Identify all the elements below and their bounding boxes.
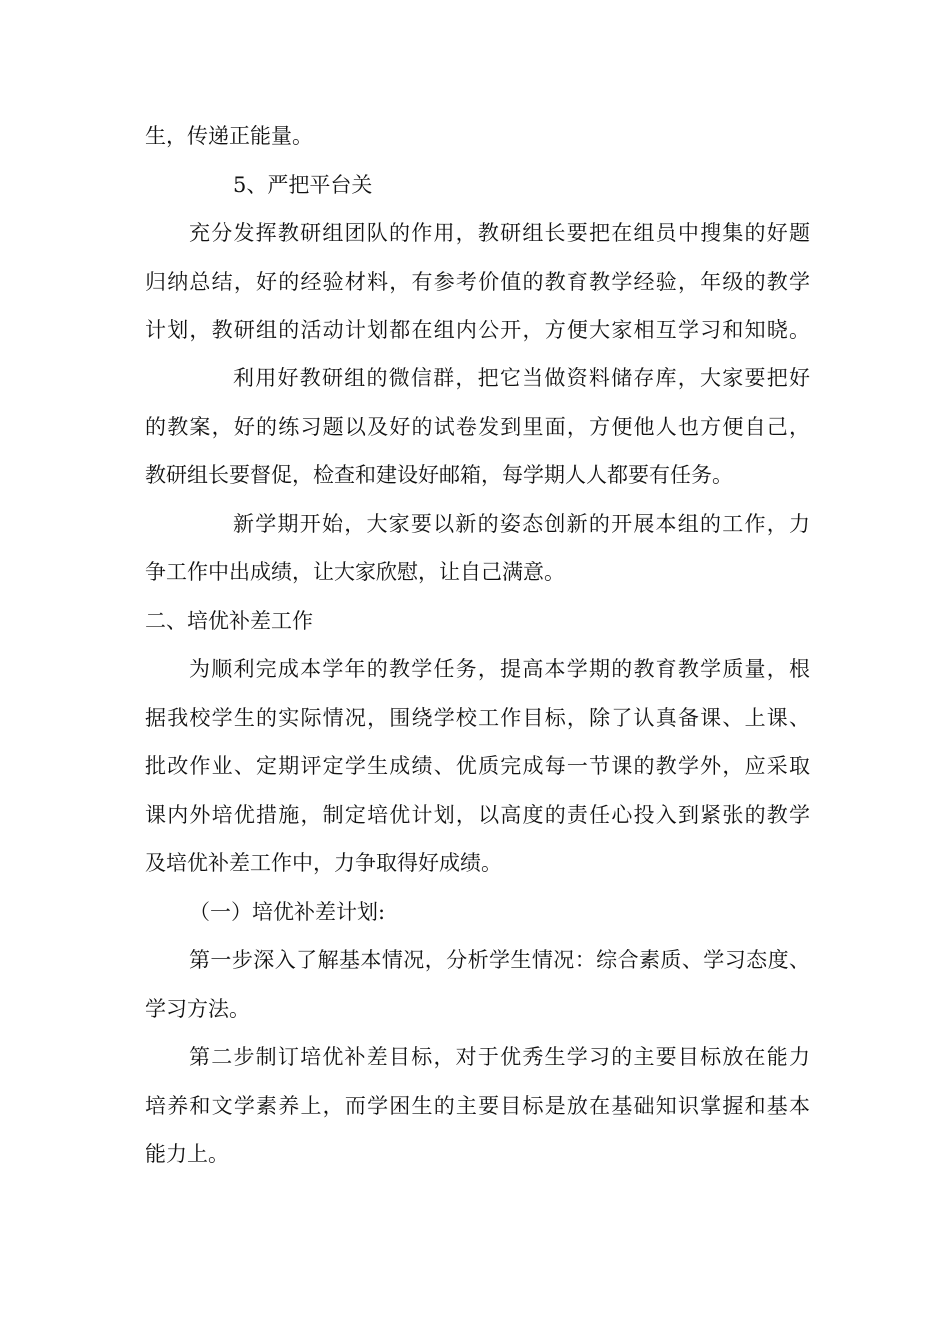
text-line-15: 课内外培优措施，制定培优计划，以高度的责任心投入到紧张的教学 bbox=[145, 803, 810, 827]
text-line-5: 计划，教研组的活动计划都在组内公开，方便大家相互学习和知晓。 bbox=[145, 318, 810, 342]
text-line-6: 利用好教研组的微信群，把它当做资料储存库，大家要把好 bbox=[233, 366, 810, 390]
text-line-10: 争工作中出成绩，让大家欣慰，让自己满意。 bbox=[145, 560, 565, 584]
text-line-1: 生，传递正能量。 bbox=[145, 124, 313, 148]
text-line-4: 归纳总结，好的经验材料，有参考价值的教育教学经验，年级的教学 bbox=[145, 270, 810, 294]
text-line-3: 充分发挥教研组团队的作用，教研组长要把在组员中搜集的好题 bbox=[189, 221, 810, 245]
text-line-9: 新学期开始，大家要以新的姿态创新的开展本组的工作，力 bbox=[233, 512, 810, 536]
text-line-12: 为顺利完成本学年的教学任务，提高本学期的教育教学质量，根 bbox=[189, 657, 810, 681]
text-line-8: 教研组长要督促，检查和建设好邮箱，每学期人人都要有任务。 bbox=[145, 463, 733, 487]
text-line-13: 据我校学生的实际情况，围绕学校工作目标，除了认真备课、上课、 bbox=[145, 706, 810, 730]
section-heading-2: 二、培优补差工作 bbox=[145, 609, 313, 633]
section-heading-5: 5、严把平台关 bbox=[233, 173, 373, 197]
text-line-19: 学习方法。 bbox=[145, 997, 250, 1021]
text-line-22: 能力上。 bbox=[145, 1142, 229, 1166]
text-line-21: 培养和文学素养上，而学困生的主要目标是放在基础知识掌握和基本 bbox=[145, 1094, 810, 1118]
text-line-18: 第一步深入了解基本情况，分析学生情况：综合素质、学习态度、 bbox=[189, 948, 810, 972]
subsection-heading-1: （一）培优补差计划: bbox=[189, 900, 386, 924]
text-line-16: 及培优补差工作中，力争取得好成绩。 bbox=[145, 851, 502, 875]
text-line-20: 第二步制订培优补差目标，对于优秀生学习的主要目标放在能力 bbox=[189, 1045, 810, 1069]
text-line-7: 的教案，好的练习题以及好的试卷发到里面，方便他人也方便自己， bbox=[145, 415, 810, 439]
text-line-14: 批改作业、定期评定学生成绩、优质完成每一节课的教学外，应采取 bbox=[145, 754, 810, 778]
